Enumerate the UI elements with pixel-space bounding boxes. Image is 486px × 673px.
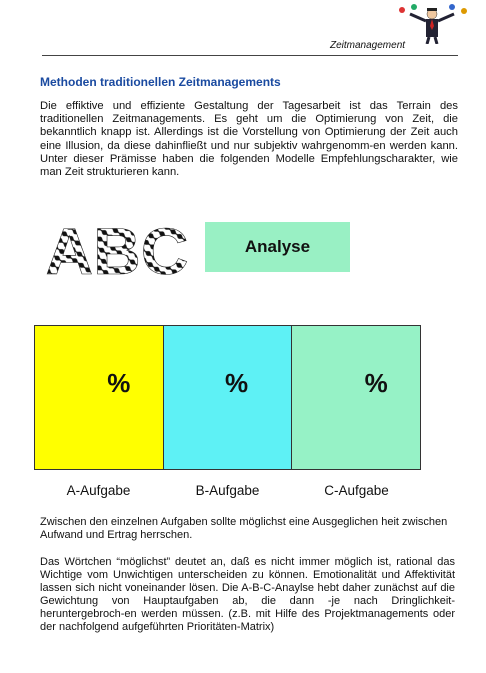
section-heading: Methoden traditionellen Zeitmanagements [40, 75, 281, 89]
box-c-percent: % [364, 368, 388, 398]
intro-text: Die effiktive und effiziente Gestaltung der Tagesarbeit ist das Terrain des traditionellen Zeitmanagements. Es geht um die Optimierung von Zeit, die bekanntlich knapp ist. Allerdings ist die Vorstellung von Optimierung der Zeit auch eine Illusion, da diese dahinfließt und nur subjektiv wahrgenomm-en werden kann. Unter dieser Prämisse haben die folgenden Modelle Empfehlungscharakter, wie man Zeit strukturieren kann. [40, 100, 458, 179]
box-b-percent: % [224, 368, 249, 398]
box-c-label: C-Aufgabe [324, 483, 389, 498]
header-title: Zeitmanagement [330, 40, 406, 51]
header-divider [42, 55, 458, 56]
body-paragraph-1: Zwischen den einzelnen Aufgaben sollte möglichst eine Ausgeglichen heit zwischen Aufwand und Ertrag herrschen. [40, 516, 448, 541]
juggler-figure-icon [392, 4, 472, 44]
analyse-label: Analyse [244, 237, 311, 256]
body-paragraph-2: Das Wörtchen “möglichst” deutet an, daß es nicht immer möglich ist, rational das Wichtige vom Unwichtigen unterscheiden zu können. Emotionalität und Affektivität lassen sich nicht voneinander lösen. Die A-B-C-Anaylse hebt daher zunächst auf die Gewichtung von Hauptaufgaben ab, die dann -je nach Dringlichkeit- heruntergebroch-en werden müssen. (z.B. mit Hilfe des Projektmanagements oder der nachfolgend aufgeführten Prioritäten-Matrix) [40, 556, 455, 633]
analyse-box [205, 222, 350, 272]
box-a-percent: % [107, 368, 131, 398]
box-a [35, 326, 164, 469]
box-b-label: B-Aufgabe [195, 483, 260, 498]
abc-boxes [34, 325, 421, 470]
abc-word-text: ABC [45, 218, 189, 280]
abc-zebra-lettering [34, 218, 200, 280]
box-c [292, 326, 420, 469]
box-labels [34, 483, 421, 498]
box-a-label: A-Aufgabe [66, 483, 131, 498]
intro-paragraph [40, 100, 458, 179]
box-b [164, 326, 293, 469]
